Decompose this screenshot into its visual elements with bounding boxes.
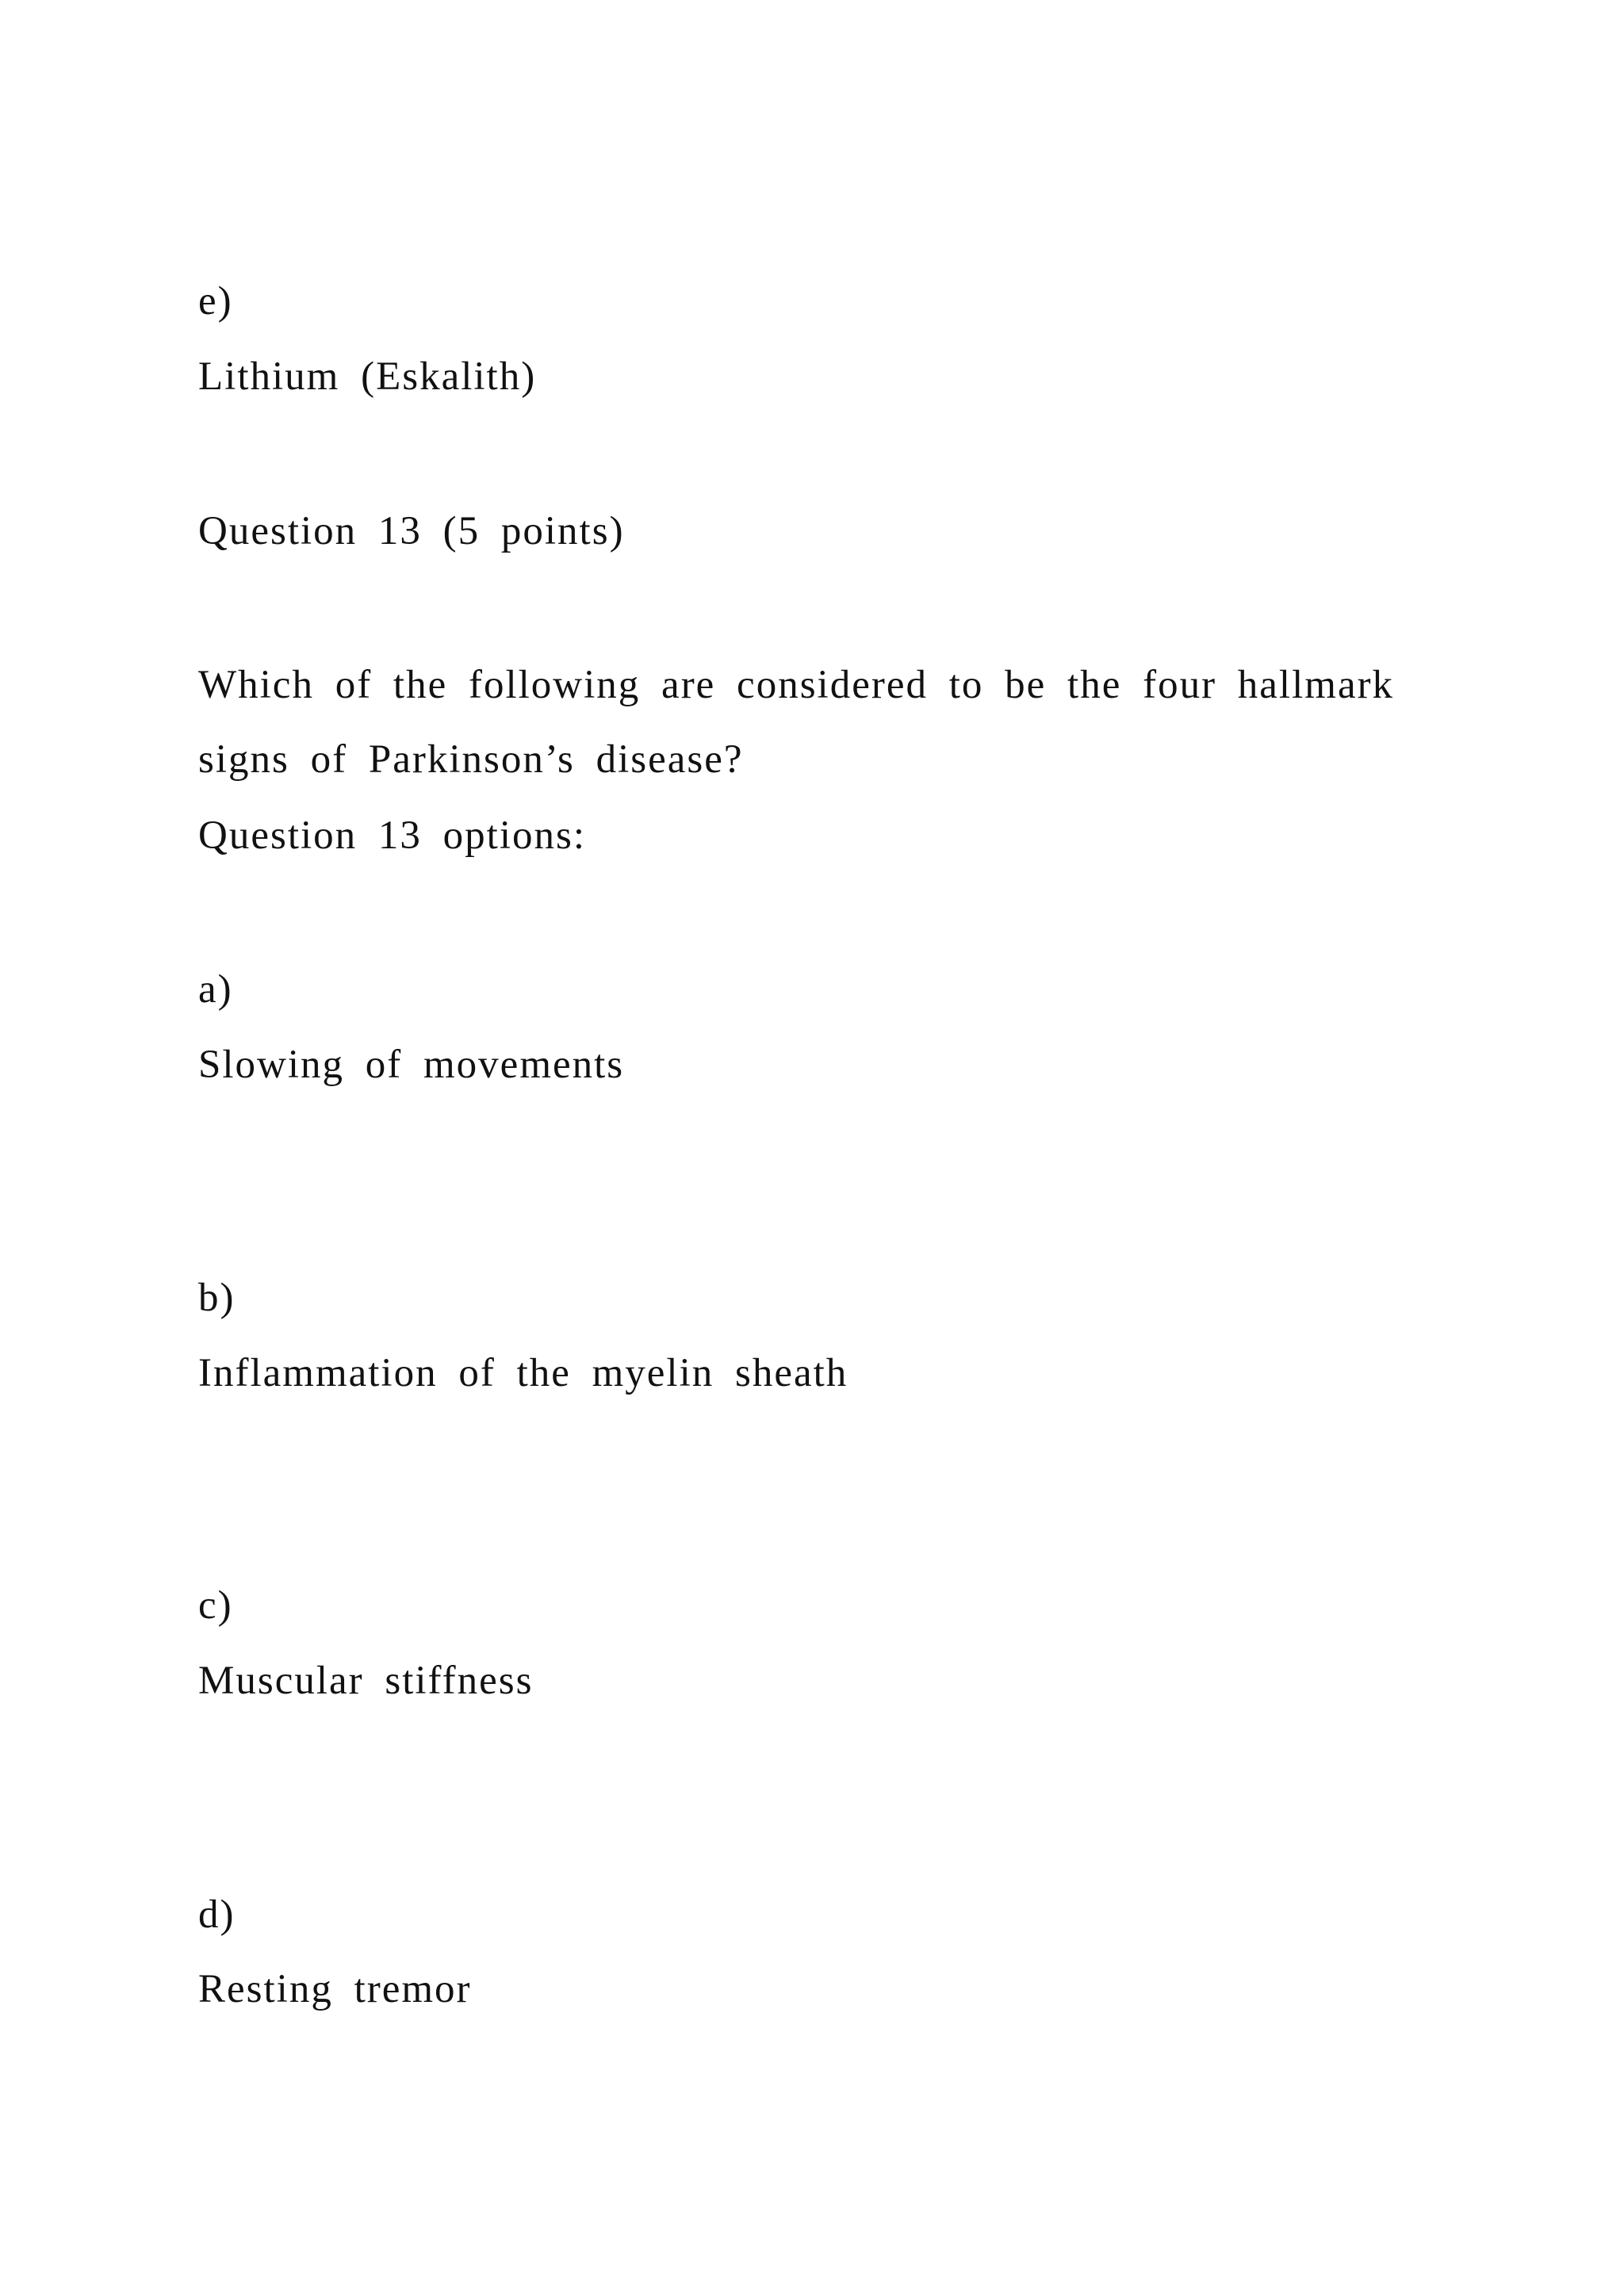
question-header: Question 13 (5 points) [198,509,625,553]
option-d-letter: d) [198,1892,236,1937]
option-a-letter: a) [198,967,233,1012]
question-stem-line-2: signs of Parkinson’s disease? [198,737,744,782]
option-b-letter: b) [198,1276,236,1320]
option-e-letter: e) [198,279,233,323]
options-label: Question 13 options: [198,813,587,858]
question-stem-line-1: Which of the following are considered to be the four hallmark [198,663,1395,707]
option-a-text: Slowing of movements [198,1043,625,1087]
option-e-text: Lithium (Eskalith) [198,354,537,399]
option-d-text: Resting tremor [198,1967,472,2011]
option-c-text: Muscular stiffness [198,1659,534,1703]
option-c-letter: c) [198,1583,233,1628]
option-b-text: Inflammation of the myelin sheath [198,1351,848,1395]
